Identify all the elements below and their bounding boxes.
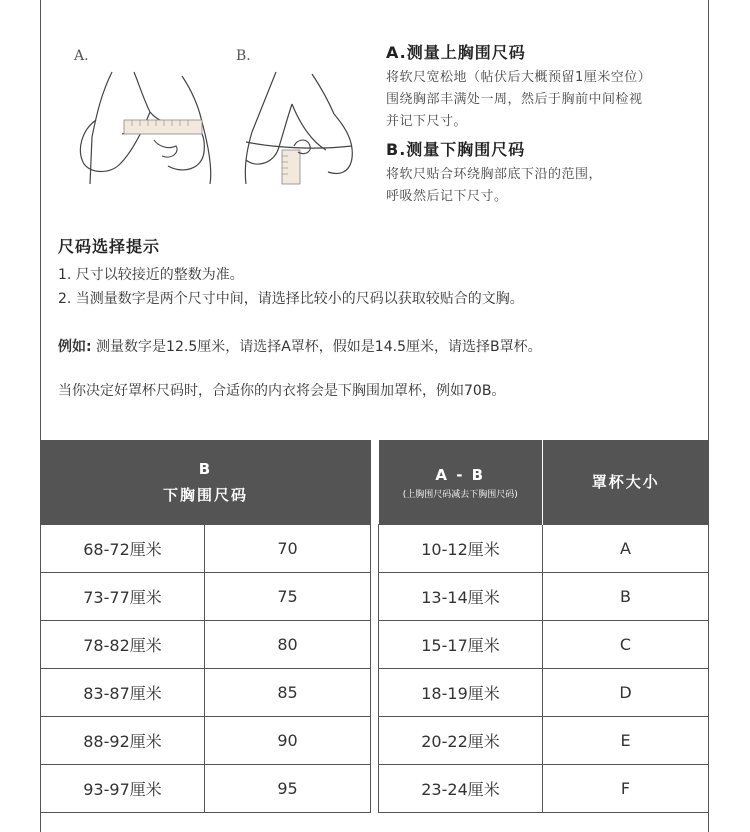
table-row [379,620,709,668]
band-size: 95 [205,764,371,812]
cup-letter: D [543,668,709,716]
upper-bust-line-1: 将软尺宽松地（帖伏后大概预留1厘米空位） [386,70,652,85]
band-header [41,440,371,524]
table-row [379,716,709,764]
table-row [379,524,709,572]
diff-range: 10-12厘米 [379,524,543,572]
upper-bust-line-2: 围绕胸部丰满处一周，然后于胸前中间检视 [386,92,643,107]
band-header-title: B [198,459,213,478]
band-size: 75 [205,572,371,620]
diff-header [379,440,543,524]
table-row [41,620,371,668]
upper-bust-line-3: 并记下尺寸。 [386,114,468,129]
figure-b-label: B. [236,48,251,64]
table-row [379,572,709,620]
diff-range: 18-19厘米 [379,668,543,716]
size-tip-1: 1. 尺寸以较接近的整数为准。 [58,267,244,283]
diff-range: 23-24厘米 [379,764,543,812]
under-bust-line-1: 将软尺贴合环绕胸部底下沿的范围， [386,167,603,182]
band-range: 83-87厘米 [41,668,205,716]
table-row [41,716,371,764]
table-row [41,668,371,716]
table-row [41,764,371,812]
band-range: 78-82厘米 [41,620,205,668]
example-label: 例如: [58,339,92,355]
band-size-table [40,440,371,813]
measurement-instructions [386,40,726,208]
band-size: 80 [205,620,371,668]
diff-range: 13-14厘米 [379,572,543,620]
diff-range: 15-17厘米 [379,620,543,668]
size-tips-title: 尺码选择提示 [58,237,161,256]
size-example [58,336,542,356]
size-tip-2: 2. 当测量数字是两个尺寸中间，请选择比较小的尺码以获取较贴合的文胸。 [58,291,524,307]
cup-header-title: 罩杯大小 [591,472,660,491]
example-text: 测量数字是12.5厘米，请选择A罩杯，假如是14.5厘米，请选择B罩杯。 [91,339,542,355]
band-size: 70 [205,524,371,572]
band-size: 85 [205,668,371,716]
under-bust-line-2: 呼吸然后记下尺寸。 [386,189,508,204]
diff-range: 20-22厘米 [379,716,543,764]
cup-letter: C [543,620,709,668]
table-row [41,524,371,572]
upper-bust-title: A.测量上胸围尺码 [386,43,526,62]
diff-header-title: A - B [435,465,486,484]
cup-letter: A [543,524,709,572]
cup-header [543,440,709,524]
size-summary: 当你决定好罩杯尺码时，合适你的内衣将会是下胸围加罩杯，例如70B。 [58,383,506,399]
table-row [379,668,709,716]
measure-upper-bust-figure [62,42,222,192]
cup-size-table [378,440,709,813]
cup-letter: B [543,572,709,620]
cup-letter: F [543,764,709,812]
band-range: 88-92厘米 [41,716,205,764]
diff-header-note: (上胸围尺码减去下胸围尺码) [402,489,518,500]
cup-letter: E [543,716,709,764]
measure-under-bust-figure [216,42,366,192]
band-size: 90 [205,716,371,764]
table-row [379,764,709,812]
band-range: 73-77厘米 [41,572,205,620]
band-range: 93-97厘米 [41,764,205,812]
band-range: 68-72厘米 [41,524,205,572]
under-bust-title: B.测量下胸围尺码 [386,140,526,159]
size-tips [58,234,698,311]
figure-a-label: A. [74,48,89,64]
table-row [41,572,371,620]
band-header-sub: 下胸围尺码 [162,485,248,504]
